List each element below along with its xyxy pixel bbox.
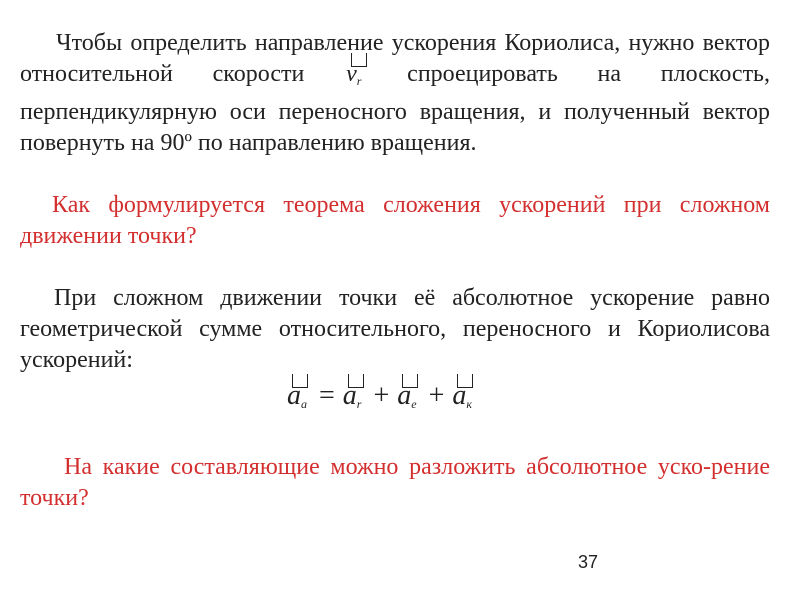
vector-mark-icon bbox=[351, 53, 367, 67]
question-acceleration-decomposition: На какие составляющие можно разложить абсолютное уско-рение точки? bbox=[20, 454, 770, 511]
answer-acceleration-theorem: При сложном движении точки её абсолютное ускорение равно геометрической сумме относительного, переносного и Кориолисова ускорений: bbox=[20, 285, 770, 373]
transport-acceleration-symbol: $a_e$ bbox=[395, 380, 422, 412]
equals-sign: = bbox=[319, 380, 335, 411]
page-number: 37 bbox=[578, 552, 599, 572]
acceleration-sum-formula bbox=[285, 380, 478, 412]
coriolis-acceleration-symbol: $a_к$ bbox=[450, 380, 478, 412]
coriolis-direction-paragraph bbox=[20, 28, 770, 159]
vector-mark-icon bbox=[402, 374, 418, 388]
plus-sign: + bbox=[373, 380, 390, 411]
plus-sign: + bbox=[428, 380, 445, 411]
paragraph-text-end: спроецировать на плоскость, перпендикулярную оси переносного вращения, и полученный вектор повернуть на 90º по направлению вращения. bbox=[20, 61, 770, 156]
vector-mark-icon bbox=[348, 374, 364, 388]
relative-velocity-vector-symbol: $v_r$ bbox=[344, 59, 367, 97]
question-acceleration-theorem: Как формулируется теорема сложения ускорений при сложном движении точки? bbox=[20, 192, 770, 249]
paragraph-text-start: Чтобы определить направление ускорения Кориолиса, нужно вектор относительной скорости bbox=[20, 30, 770, 87]
absolute-acceleration-symbol: $a_a$ bbox=[285, 380, 313, 412]
relative-acceleration-symbol: $a_r$ bbox=[341, 380, 368, 412]
vector-mark-icon bbox=[292, 374, 308, 388]
vector-mark-icon bbox=[457, 374, 473, 388]
